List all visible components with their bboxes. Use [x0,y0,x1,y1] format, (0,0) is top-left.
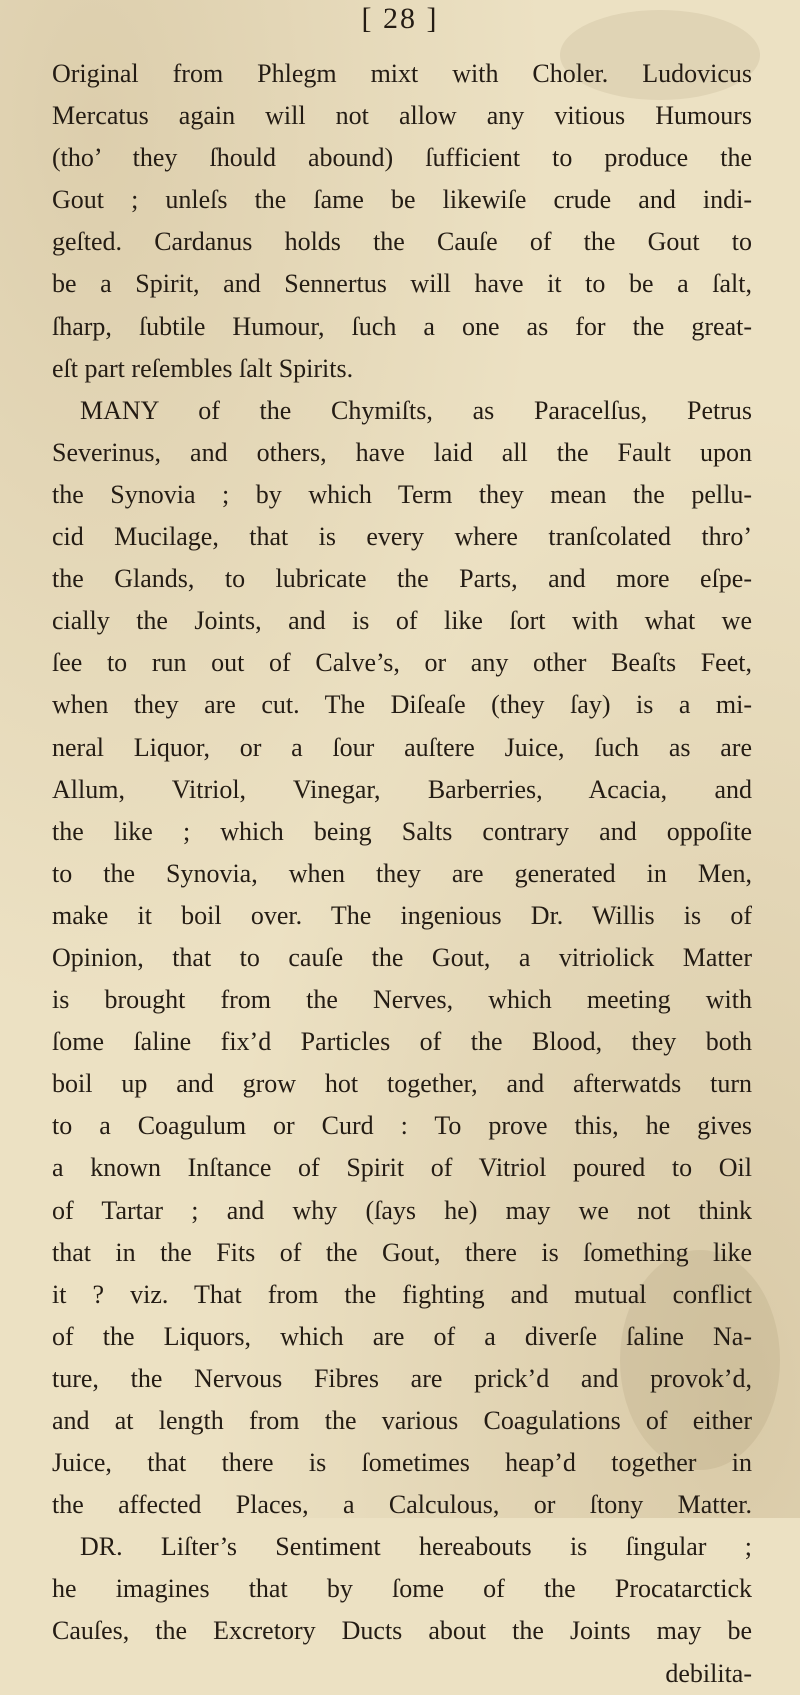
text-line: it ? viz. That from the fighting and mutual conflict [52,1279,752,1309]
text-line: geſted. Cardanus holds the Cauſe of the Gout to [52,227,752,257]
text-line: DR. Liſter’s Sentiment hereabouts is ſingular ; [80,1532,752,1562]
text-line: ſee to run out of Calve’s, or any other Beaſts Feet, [52,648,752,678]
text-line: Opinion, that to cauſe the Gout, a vitriolick Matter [52,942,752,972]
text-line: Cauſes, the Excretory Ducts about the Joints may be [52,1616,752,1646]
text-line: Allum, Vitriol, Vinegar, Barberries, Acacia, and [52,774,752,804]
text-line: cid Mucilage, that is every where tranſcolated thro’ [52,522,752,552]
text-line: the like ; which being Salts contrary and oppoſite [52,816,752,846]
text-line: ſharp, ſubtile Humour, ſuch a one as for the great- [52,311,752,341]
text-line: eſt part reſembles ſalt Spirits. [52,353,354,383]
text-line: Original from Phlegm mixt with Choler. Ludovicus [52,59,752,88]
body-text [52,53,752,1695]
text-line: of the Liquors, which are of a diverſe ſaline Na- [52,1321,752,1351]
page-number: [ 28 ] [361,2,439,35]
text-line: (tho’ they ſhould abound) ſufficient to produce the [52,143,752,173]
text-line: boil up and grow hot together, and afterwatds turn [52,1069,752,1099]
text-line: Juice, that there is ſometimes heap’d together in [52,1448,752,1478]
text-line: when they are cut. The Diſeaſe (they ſay) is a mi- [52,690,752,720]
text-line: the Synovia ; by which Term they mean the pellu- [52,479,752,509]
text-line: be a Spirit, and Sennertus will have it to be a ſalt, [52,269,752,299]
text-line: the Glands, to lubricate the Parts, and more eſpe- [52,564,752,594]
text-line: Mercatus again will not allow any vitious Humours [52,101,752,131]
text-line: neral Liquor, or a ſour auſtere Juice, ſuch as are [52,732,752,762]
text-line: he imagines that by ſome of the Procatarctick [52,1574,752,1604]
text-line: to the Synovia, when they are generated in Men, [52,858,752,888]
text-line: cially the Joints, and is of like ſort with what we [52,606,752,636]
text-line: that in the Fits of the Gout, there is ſomething like [52,1237,752,1267]
text-line: of Tartar ; and why (ſays he) may we not think [52,1195,752,1225]
text-line: ſome ſaline fix’d Particles of the Blood, they both [52,1027,752,1057]
text-line: Severinus, and others, have laid all the Fault upon [52,437,752,467]
text-line: Gout ; unleſs the ſame be likewiſe crude and indi- [52,185,752,215]
text-line: the affected Places, a Calculous, or ſtony Matter. [52,1490,752,1520]
text-line: MANY of the Chymiſts, as Paracelſus, Petrus [80,395,752,425]
text-line: is brought from the Nerves, which meeting with [52,985,752,1015]
catchword: debilita- [665,1658,752,1688]
text-line: ture, the Nervous Fibres are prick’d and provok’d, [52,1363,752,1393]
text-line: a known Inſtance of Spirit of Vitriol poured to Oil [52,1153,752,1183]
text-line: and at length from the various Coagulations of either [52,1406,752,1435]
text-line: to a Coagulum or Curd : To prove this, he gives [52,1111,752,1141]
text-line: make it boil over. The ingenious Dr. Willis is of [52,900,752,930]
